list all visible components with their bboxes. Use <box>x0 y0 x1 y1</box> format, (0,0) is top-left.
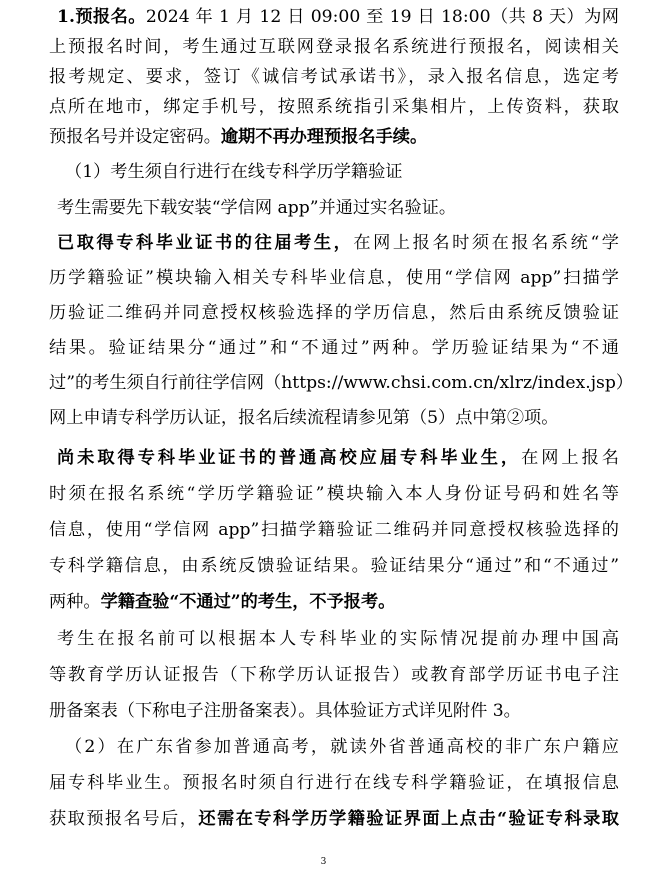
text-segment: 获取预报名号后， <box>49 809 199 829</box>
text-line <box>49 660 619 690</box>
bold-text-segment: 已取得专科毕业证书的往届考生， <box>57 233 354 253</box>
text-segment: （2）在广东省参加普通高考，就读外省普通高校的非广东户籍应 <box>65 737 619 757</box>
text-segment: 考生需要先下载安装“学信网 app”并通过实名验证。 <box>57 198 457 218</box>
text-segment: 历验证二维码并同意授权核验选择的学历信息，然后由系统反馈验证 <box>49 303 619 323</box>
text-line <box>65 732 619 762</box>
text-segment: 结果。验证结果分“通过”和“不通过”两种。学历验证结果为“不通 <box>49 338 619 358</box>
text-line <box>49 587 619 617</box>
text-line <box>49 298 619 328</box>
text-line <box>49 403 619 433</box>
text-line <box>49 32 619 62</box>
text-segment: 在网上报名时须在报名系统“学 <box>353 233 619 253</box>
text-segment: 册备案表（下称电子注册备案表）。具体验证方式详见附件 3。 <box>49 701 521 721</box>
text-segment: （1）考生须自行进行在线专科学历学籍验证 <box>65 162 403 182</box>
text-line <box>49 92 619 122</box>
text-line <box>49 696 619 726</box>
bold-text-segment: 还需在专科学历学籍验证界面上点击“验证专科录取 <box>198 809 619 829</box>
text-line <box>49 368 634 398</box>
text-segment: 在网上报名 <box>521 448 619 468</box>
text-line <box>65 157 619 187</box>
text-segment: 点所在地市，绑定手机号，按照系统指引采集相片，上传资料，获取 <box>49 97 619 117</box>
text-segment: 2024 年 1 月 12 日 09:00 至 19 日 18:00（共 8 天）为网 <box>145 7 619 27</box>
text-line <box>49 122 619 152</box>
page-number: 3 <box>320 857 327 867</box>
text-line <box>57 2 619 32</box>
text-segment: 上预报名时间，考生通过互联网登录报名系统进行预报名，阅读相关 <box>49 37 619 57</box>
text-line <box>49 62 619 92</box>
text-segment: 两种。 <box>49 592 101 612</box>
bold-text-segment: 学籍查验“不通过”的考生，不予报考。 <box>100 592 396 612</box>
text-segment: 信息，使用“学信网 app”扫描学籍验证二维码并同意授权核验选择的 <box>49 520 619 540</box>
text-segment: 预报名号并设定密码。 <box>49 127 221 147</box>
text-line <box>49 515 619 545</box>
text-line <box>57 228 619 258</box>
text-line <box>57 624 619 654</box>
text-line <box>57 443 619 473</box>
text-line <box>57 193 619 223</box>
text-line <box>49 804 619 834</box>
text-segment: 报考规定、要求，签订《诚信考试承诺书》，录入报名信息，选定考 <box>49 67 619 87</box>
text-line <box>49 333 619 363</box>
bold-text-segment: 尚未取得专科毕业证书的普通高校应届专科毕业生， <box>57 448 522 468</box>
bold-text-segment: 逾期不再办理预报名手续。 <box>220 127 428 147</box>
text-segment: 等教育学历认证报告（下称学历认证报告）或教育部学历证书电子注 <box>49 665 619 685</box>
text-segment: 过”的考生须自行前往学信网（https://www.chsi.com.cn/xlrz/index.jsp） <box>49 373 634 393</box>
text-segment: 时须在报名系统“学历学籍验证”模块输入本人身份证号码和姓名等 <box>49 484 619 504</box>
text-line <box>49 551 619 581</box>
text-line <box>49 263 619 293</box>
text-line <box>49 768 619 798</box>
text-segment: 届专科毕业生。预报名时须自行进行在线专科学籍验证，在填报信息 <box>49 773 619 793</box>
text-segment: 专科学籍信息，由系统反馈验证结果。验证结果分“通过”和“不通过” <box>49 556 619 576</box>
text-line <box>49 479 619 509</box>
text-segment: 网上申请专科学历认证，报名后续流程请参见第（5）点中第②项。 <box>49 408 559 428</box>
bold-text-segment: 1.预报名。 <box>57 7 146 27</box>
text-segment: 考生在报名前可以根据本人专科毕业的实际情况提前办理中国高 <box>57 629 619 649</box>
text-segment: 历学籍验证”模块输入相关专科毕业信息，使用“学信网 app”扫描学 <box>49 268 619 288</box>
